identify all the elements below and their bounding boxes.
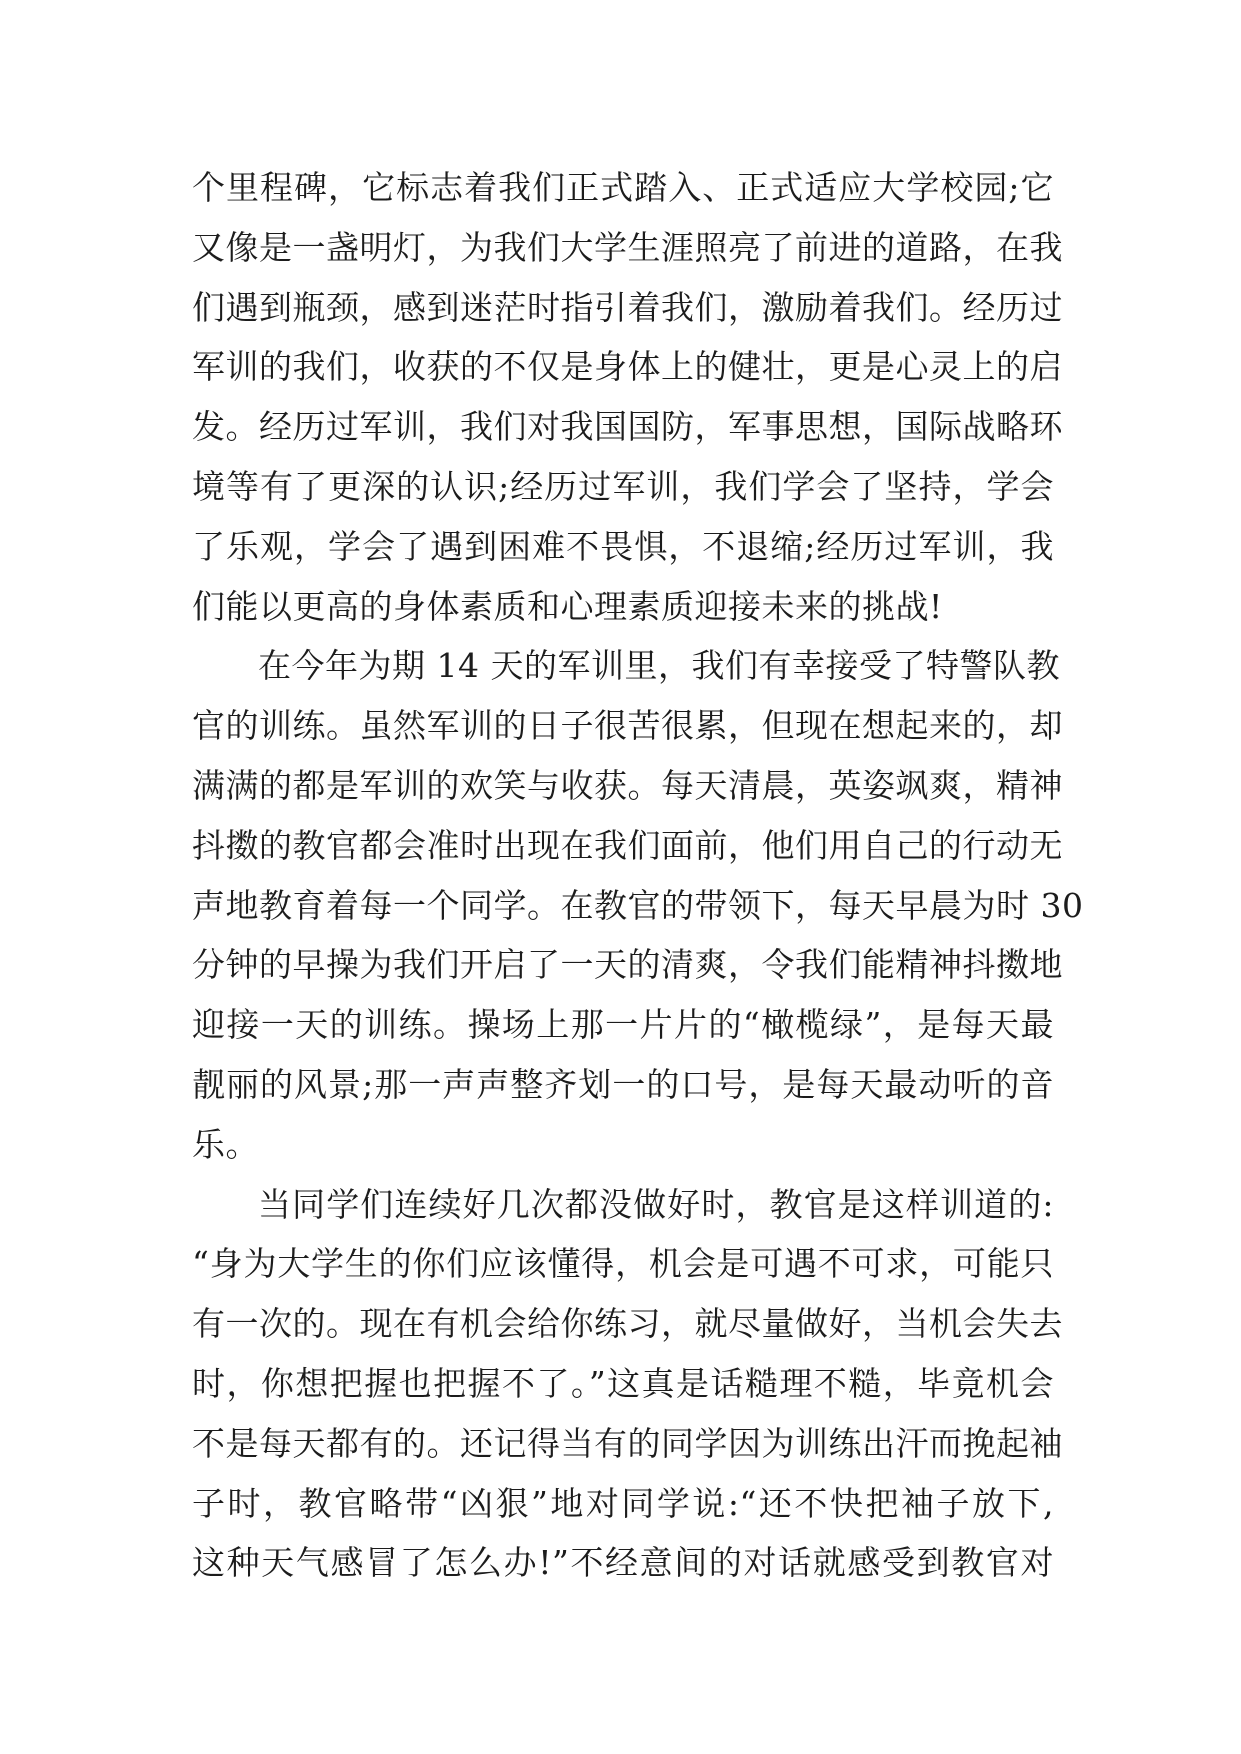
- text-line: 不是每天都有的。还记得当有的同学因为训练出汗而挽起袖: [192, 1423, 1063, 1463]
- text-line: 当同学们连续好几次都没做好时，教官是这样训道的:: [258, 1184, 1054, 1224]
- text-line: 这种天气感冒了怎么办!”不经意间的对话就感受到教官对: [192, 1543, 1054, 1583]
- text-line: “身为大学生的你们应该懂得，机会是可遇不可求，可能只: [192, 1244, 1054, 1284]
- text-line: 在今年为期 14 天的军训里，我们有幸接受了特警队教: [258, 646, 1060, 686]
- text-line: 抖擞的教官都会准时出现在我们面前，他们用自己的行动无: [192, 825, 1063, 865]
- paragraph: [192, 636, 1084, 1174]
- text-line: 乐。: [192, 1124, 259, 1164]
- text-line: 子时，教官略带“凶狠”地对同学说:“还不快把袖子放下,: [192, 1483, 1054, 1523]
- text-line: 官的训练。虽然军训的日子很苦很累，但现在想起来的，却: [192, 706, 1063, 746]
- text-line: 满满的都是军训的欢笑与收获。每天清晨，英姿飒爽，精神: [192, 765, 1063, 805]
- text-line: 们能以更高的身体素质和心理素质迎接未来的挑战!: [192, 586, 943, 626]
- text-line: 了乐观，学会了遇到困难不畏惧，不退缩;经历过军训，我: [192, 526, 1054, 566]
- text-line: 迎接一天的训练。操场上那一片片的“橄榄绿”，是每天最: [192, 1005, 1054, 1045]
- body-text: [192, 158, 1084, 1593]
- text-line: 声地教育着每一个同学。在教官的带领下，每天早晨为时 30: [192, 885, 1084, 925]
- text-line: 军训的我们，收获的不仅是身体上的健壮，更是心灵上的启: [192, 347, 1063, 387]
- text-line: 又像是一盏明灯，为我们大学生涯照亮了前进的道路，在我: [192, 227, 1063, 267]
- text-line: 分钟的早操为我们开启了一天的清爽，令我们能精神抖擞地: [192, 945, 1063, 985]
- paragraph: [192, 1175, 1063, 1594]
- text-line: 发。经历过军训，我们对我国国防，军事思想，国际战略环: [192, 407, 1063, 447]
- text-line: 时，你想把握也把握不了。”这真是话糙理不糙，毕竟机会: [192, 1363, 1054, 1403]
- text-line: 境等有了更深的认识;经历过军训，我们学会了坚持，学会: [192, 466, 1054, 506]
- text-line: 有一次的。现在有机会给你练习，就尽量做好，当机会失去: [192, 1304, 1063, 1344]
- text-line: 个里程碑，它标志着我们正式踏入、正式适应大学校园;它: [192, 168, 1054, 207]
- paragraph: [192, 158, 1063, 636]
- text-line: 们遇到瓶颈，感到迷茫时指引着我们，激励着我们。经历过: [192, 287, 1063, 327]
- text-line: 靓丽的风景;那一声声整齐划一的口号，是每天最动听的音: [192, 1064, 1054, 1104]
